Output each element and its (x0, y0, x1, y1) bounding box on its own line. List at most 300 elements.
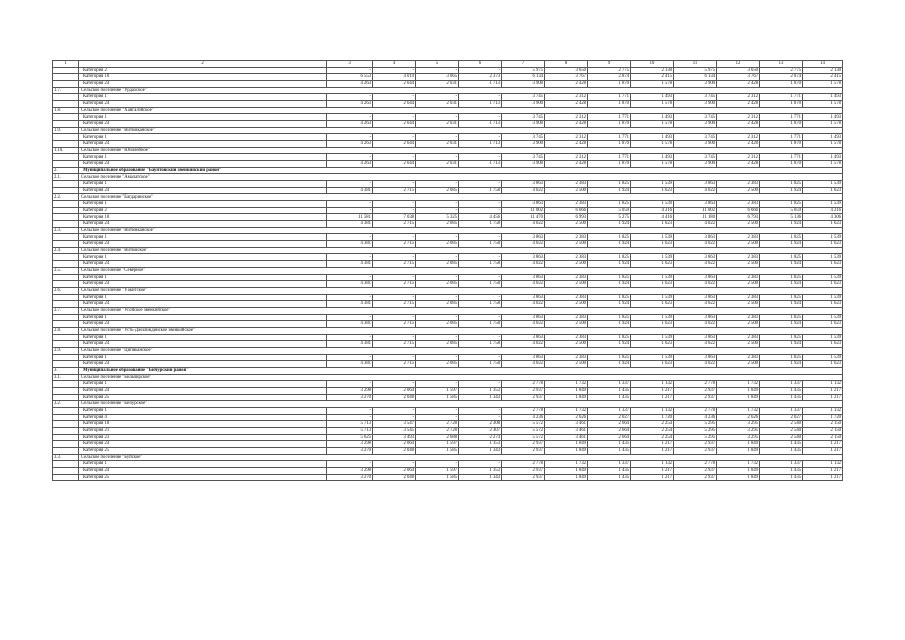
table-row (53, 214, 843, 221)
value-cell: 2 373 (459, 74, 502, 81)
value-cell: - (416, 461, 459, 468)
value-cell: 1 578 (631, 121, 674, 128)
value-cell: 4 022 (502, 261, 545, 268)
value-cell: 5 136 (760, 214, 803, 221)
category-label: Категория 24 (79, 161, 327, 168)
value-cell: 1 623 (631, 221, 674, 228)
value-cell: 2 064 (373, 467, 416, 474)
value-cell: 2 031 (416, 81, 459, 88)
value-cell: 1 825 (588, 181, 631, 188)
value-cell: - (327, 154, 373, 161)
value-cell: 2 500 (717, 321, 760, 328)
value-cell: 3 900 (502, 141, 545, 148)
value-cell: 2 715 (373, 301, 416, 308)
row-number (53, 427, 79, 434)
value-cell: 2 644 (373, 161, 416, 168)
value-cell: 2 500 (717, 281, 760, 288)
value-cell: 1 924 (760, 341, 803, 348)
value-cell: 2 064 (373, 387, 416, 394)
value-cell: 3 650 (545, 67, 588, 74)
value-cell: 4 216 (803, 207, 843, 214)
value-cell: - (459, 461, 502, 468)
value-cell: 3 863 (502, 254, 545, 261)
value-cell: 2 874 (588, 74, 631, 81)
value-cell: 4 022 (674, 187, 717, 194)
value-cell: 5 713 (327, 421, 373, 428)
value-cell: 3 298 (327, 441, 373, 448)
table-row (53, 474, 843, 481)
value-cell: 2 500 (545, 187, 588, 194)
value-cell: - (327, 254, 373, 261)
column-number-row (53, 61, 843, 68)
value-cell: - (327, 381, 373, 388)
value-cell: 1 825 (760, 314, 803, 321)
value-cell: 2 540 (760, 421, 803, 428)
value-cell: 6 134 (674, 74, 717, 81)
value-cell: 1 132 (631, 381, 674, 388)
value-cell: 1 217 (631, 474, 674, 481)
value-cell: - (373, 114, 416, 121)
value-cell: 1 217 (803, 474, 843, 481)
value-cell: 1 771 (588, 134, 631, 141)
value-cell: 1 732 (545, 461, 588, 468)
value-cell: 3 461 (545, 434, 588, 441)
category-label: Категория 25 (79, 447, 327, 454)
category-label: Категория 4 (79, 414, 327, 421)
value-cell: 3 270 (327, 474, 373, 481)
value-cell: 2 383 (717, 181, 760, 188)
value-cell: 1 578 (631, 161, 674, 168)
value-cell: 5 059 (588, 207, 631, 214)
value-cell: 3 863 (502, 334, 545, 341)
value-cell: 1 720 (803, 414, 843, 421)
value-cell: 3 863 (502, 181, 545, 188)
value-cell: 1 732 (545, 407, 588, 414)
value-cell: 1 539 (803, 354, 843, 361)
value-cell: 2 027 (760, 414, 803, 421)
subsection-heading-row (53, 287, 843, 294)
value-cell: 4 416 (631, 214, 674, 221)
category-label: Категория 24 (79, 301, 327, 308)
row-number (53, 74, 79, 81)
value-cell: 1 597 (416, 387, 459, 394)
row-number (53, 321, 79, 328)
value-cell: 5 572 (502, 421, 545, 428)
table-row (53, 74, 843, 81)
section-heading-row (53, 167, 843, 174)
settlement-name: Сельское поселение "Багдаринское" (79, 194, 843, 201)
row-number: 1.8. (53, 107, 79, 114)
value-cell: 1 539 (803, 181, 843, 188)
column-number: 1 (53, 61, 79, 68)
value-cell: 1 435 (760, 467, 803, 474)
value-cell: 11 581 (327, 214, 373, 221)
value-cell: 1 343 (459, 447, 502, 454)
value-cell: 2 312 (717, 114, 760, 121)
value-cell: 1 771 (760, 154, 803, 161)
value-cell: 3 461 (545, 427, 588, 434)
table-row (53, 441, 843, 448)
row-number: 3.2. (53, 401, 79, 408)
value-cell: 4 381 (327, 361, 373, 368)
category-label: Категория 2 (79, 207, 327, 214)
value-cell: 4 263 (327, 141, 373, 148)
value-cell: 1 435 (760, 474, 803, 481)
value-cell: 1 849 (545, 441, 588, 448)
value-cell: - (416, 407, 459, 414)
value-cell: 1 758 (459, 301, 502, 308)
value-cell: 2 383 (717, 314, 760, 321)
category-label: Категория 1 (79, 154, 327, 161)
value-cell: 3 863 (502, 274, 545, 281)
settlement-name: Сельское поселение "Усть-Джилиндинское эвенкийское" (79, 327, 843, 334)
value-cell: 1 924 (760, 261, 803, 268)
value-cell: - (416, 114, 459, 121)
row-number (53, 387, 79, 394)
value-cell: 4 022 (502, 321, 545, 328)
row-number (53, 201, 79, 208)
value-cell: - (459, 94, 502, 101)
value-cell: 2 500 (545, 321, 588, 328)
value-cell: 2 775 (588, 67, 631, 74)
value-cell: 2 778 (502, 381, 545, 388)
subsection-heading-row (53, 127, 843, 134)
table-row (53, 154, 843, 161)
value-cell: 2 664 (588, 421, 631, 428)
value-cell: 2 383 (717, 294, 760, 301)
category-label: Категория 24 (79, 321, 327, 328)
category-label: Категория 24 (79, 441, 327, 448)
value-cell: - (373, 207, 416, 214)
value-cell: - (459, 134, 502, 141)
value-cell: 1 825 (760, 334, 803, 341)
value-cell: 2 254 (631, 434, 674, 441)
value-cell: - (416, 254, 459, 261)
value-cell: 1 825 (760, 254, 803, 261)
value-cell: 1 713 (459, 101, 502, 108)
value-cell: 4 022 (502, 361, 545, 368)
value-cell: 2 500 (717, 241, 760, 248)
category-label: Категория 24 (79, 81, 327, 88)
category-label: Категория 24 (79, 121, 327, 128)
value-cell: 2 715 (373, 221, 416, 228)
table-row (53, 334, 843, 341)
value-cell: 3 295 (717, 421, 760, 428)
value-cell: 1 623 (631, 341, 674, 348)
table-row (53, 94, 843, 101)
value-cell: 4 381 (327, 301, 373, 308)
value-cell: 1 493 (803, 154, 843, 161)
value-cell: 4 022 (674, 321, 717, 328)
value-cell: 2 274 (459, 434, 502, 441)
value-cell: 3 650 (717, 67, 760, 74)
value-cell: - (327, 94, 373, 101)
value-cell: 2 428 (545, 81, 588, 88)
row-number: 1.7. (53, 87, 79, 94)
settlement-name: Сельское поселение "Урдахское" (79, 87, 843, 94)
row-number (53, 294, 79, 301)
value-cell: 3 900 (674, 161, 717, 168)
value-cell: 3 900 (674, 141, 717, 148)
table-row (53, 261, 843, 268)
table-row (53, 341, 843, 348)
value-cell: 4 263 (327, 121, 373, 128)
value-cell: 1 758 (459, 221, 502, 228)
value-cell: 2 130 (631, 67, 674, 74)
column-number: 8 (545, 61, 588, 68)
table-row (53, 241, 843, 248)
category-label: Категория 1 (79, 134, 327, 141)
category-label: Категория 24 (79, 101, 327, 108)
value-cell: 2 715 (373, 361, 416, 368)
row-number (53, 207, 79, 214)
row-number (53, 394, 79, 401)
value-cell: 2 150 (803, 434, 843, 441)
row-number: 2.2. (53, 194, 79, 201)
value-cell: 1 493 (631, 114, 674, 121)
value-cell: 2 048 (373, 394, 416, 401)
value-cell: - (416, 134, 459, 141)
settlement-name: Сельское поселение "Витимканское" (79, 227, 843, 234)
value-cell: 3 745 (674, 134, 717, 141)
value-cell: 1 353 (459, 441, 502, 448)
value-cell: 11 002 (502, 207, 545, 214)
value-cell: 1 849 (545, 467, 588, 474)
value-cell: 1 870 (760, 121, 803, 128)
value-cell: 1 849 (717, 447, 760, 454)
table-row (53, 181, 843, 188)
category-label: Категория 24 (79, 187, 327, 194)
row-number: 2.7. (53, 307, 79, 314)
category-label: Категория 18 (79, 74, 327, 81)
table-row (53, 67, 843, 74)
value-cell: 1 924 (760, 321, 803, 328)
value-cell: - (459, 254, 502, 261)
value-cell: 2 500 (717, 361, 760, 368)
category-label: Категория 1 (79, 334, 327, 341)
table-row (53, 381, 843, 388)
value-cell: 1 825 (760, 234, 803, 241)
row-number (53, 181, 79, 188)
value-cell: 3 745 (502, 134, 545, 141)
value-cell: 2 626 (545, 414, 588, 421)
value-cell: 3 270 (327, 394, 373, 401)
value-cell: 1 578 (803, 121, 843, 128)
value-cell: 3 900 (674, 81, 717, 88)
value-cell: 2 312 (545, 94, 588, 101)
value-cell: 1 825 (588, 354, 631, 361)
value-cell: 3 863 (674, 314, 717, 321)
value-cell: 1 849 (717, 387, 760, 394)
value-cell: 5 975 (674, 67, 717, 74)
value-cell: 2 715 (373, 187, 416, 194)
category-label: Категория 18 (79, 421, 327, 428)
subsection-heading-row (53, 194, 843, 201)
value-cell: 1 623 (803, 241, 843, 248)
value-cell: 6 134 (502, 74, 545, 81)
subsection-heading-row (53, 401, 843, 408)
value-cell: 2 500 (717, 261, 760, 268)
value-cell: 3 493 (373, 434, 416, 441)
value-cell: 1 825 (760, 274, 803, 281)
value-cell: 2 778 (674, 461, 717, 468)
table-row (53, 134, 843, 141)
subsection-heading-row (53, 247, 843, 254)
value-cell: 3 863 (674, 294, 717, 301)
value-cell: 1 870 (760, 101, 803, 108)
value-cell: 1 825 (588, 314, 631, 321)
table-row (53, 207, 843, 214)
value-cell: 1 435 (588, 474, 631, 481)
value-cell: 4 022 (674, 341, 717, 348)
value-cell: 1 732 (717, 461, 760, 468)
value-cell: 2 383 (717, 234, 760, 241)
category-label: Категория 18 (79, 214, 327, 221)
value-cell: 1 132 (803, 461, 843, 468)
value-cell: - (459, 274, 502, 281)
value-cell: 2 937 (674, 394, 717, 401)
category-label: Категория 1 (79, 254, 327, 261)
value-cell: 2 383 (545, 254, 588, 261)
value-cell: 2 383 (545, 201, 588, 208)
value-cell: 1 132 (631, 461, 674, 468)
row-number: 3.1. (53, 374, 79, 381)
value-cell: 3 298 (327, 467, 373, 474)
value-cell: 5 975 (502, 67, 545, 74)
value-cell: 4 381 (327, 221, 373, 228)
value-cell: 1 758 (459, 261, 502, 268)
row-number: 2.9. (53, 347, 79, 354)
value-cell: 1 924 (588, 187, 631, 194)
value-cell: 1 539 (631, 234, 674, 241)
value-cell: 1 870 (588, 101, 631, 108)
value-cell: 6 793 (717, 214, 760, 221)
value-cell: 1 924 (588, 261, 631, 268)
value-cell: 4 456 (459, 214, 502, 221)
value-cell: 1 578 (803, 81, 843, 88)
value-cell: 2 415 (631, 74, 674, 81)
settlement-name: Сельское поселение "Уакитское" (79, 287, 843, 294)
value-cell: 3 863 (502, 201, 545, 208)
value-cell: 2 540 (760, 427, 803, 434)
subsection-heading-row (53, 227, 843, 234)
row-number: 3.3. (53, 454, 79, 461)
value-cell: 2 664 (588, 427, 631, 434)
value-cell: 2 428 (545, 161, 588, 168)
value-cell: 1 870 (760, 161, 803, 168)
value-cell: 2 031 (416, 141, 459, 148)
table-row (53, 361, 843, 368)
value-cell: 1 924 (588, 221, 631, 228)
row-number (53, 434, 79, 441)
row-number (53, 134, 79, 141)
value-cell: 2 254 (631, 427, 674, 434)
value-cell: 6 666 (717, 207, 760, 214)
value-cell: 1 217 (803, 467, 843, 474)
value-cell: 2 383 (717, 254, 760, 261)
column-number: 11 (674, 61, 717, 68)
value-cell: 1 924 (588, 241, 631, 248)
table-row (53, 294, 843, 301)
value-cell: 4 263 (327, 161, 373, 168)
category-label: Категория 1 (79, 94, 327, 101)
value-cell: 2 428 (545, 141, 588, 148)
subsection-heading-row (53, 454, 843, 461)
category-label: Категория 23 (79, 434, 327, 441)
value-cell: 2 715 (373, 281, 416, 288)
value-cell: 1 217 (631, 467, 674, 474)
value-cell: 1 825 (588, 254, 631, 261)
value-cell: 5 713 (327, 427, 373, 434)
value-cell: 2 383 (545, 294, 588, 301)
value-cell: 2 937 (502, 474, 545, 481)
value-cell: 3 295 (717, 427, 760, 434)
value-cell: - (416, 154, 459, 161)
value-cell: 1 539 (803, 201, 843, 208)
row-number (53, 281, 79, 288)
value-cell: 1 623 (631, 301, 674, 308)
value-cell: 2 312 (545, 154, 588, 161)
value-cell: 1 870 (760, 141, 803, 148)
value-cell: 4 022 (674, 241, 717, 248)
row-number (53, 381, 79, 388)
table-row (53, 407, 843, 414)
category-label: Категория 24 (79, 341, 327, 348)
row-number: 2. (53, 167, 79, 174)
value-cell: 3 461 (545, 421, 588, 428)
value-cell: 1 924 (588, 361, 631, 368)
value-cell: 1 493 (631, 154, 674, 161)
value-cell: - (416, 381, 459, 388)
row-number (53, 141, 79, 148)
value-cell: 2 500 (545, 341, 588, 348)
value-cell: 7 038 (373, 214, 416, 221)
value-cell: 1 623 (803, 341, 843, 348)
value-cell: 1 493 (803, 134, 843, 141)
value-cell: 1 732 (545, 381, 588, 388)
value-cell: 1 849 (545, 447, 588, 454)
value-cell: 1 825 (760, 201, 803, 208)
value-cell: 1 132 (631, 407, 674, 414)
table-row (53, 321, 843, 328)
value-cell: 2 150 (803, 421, 843, 428)
value-cell: 2 383 (545, 181, 588, 188)
row-number: 2.8. (53, 327, 79, 334)
value-cell: 1 849 (717, 394, 760, 401)
value-cell: 2 715 (373, 341, 416, 348)
settlement-name: Сельское поселение "Усойское эвенкийское" (79, 307, 843, 314)
value-cell: 1 771 (588, 114, 631, 121)
row-number: 1.10. (53, 147, 79, 154)
category-label: Категория 21 (79, 427, 327, 434)
value-cell: 2 085 (416, 281, 459, 288)
value-cell: 1 539 (803, 314, 843, 321)
category-label: Категория 24 (79, 261, 327, 268)
category-label: Категория 1 (79, 461, 327, 468)
category-label: Категория 25 (79, 474, 327, 481)
value-cell: 1 849 (717, 467, 760, 474)
category-label: Категория 24 (79, 387, 327, 394)
settlement-name: Сельское поселение "Витимканское" (79, 127, 843, 134)
value-cell: 2 383 (545, 234, 588, 241)
table-row (53, 281, 843, 288)
value-cell: 3 863 (674, 234, 717, 241)
category-label: Категория 25 (79, 394, 327, 401)
value-cell: - (459, 314, 502, 321)
value-cell: 2 937 (502, 467, 545, 474)
row-number (53, 461, 79, 468)
value-cell: 4 019 (373, 74, 416, 81)
